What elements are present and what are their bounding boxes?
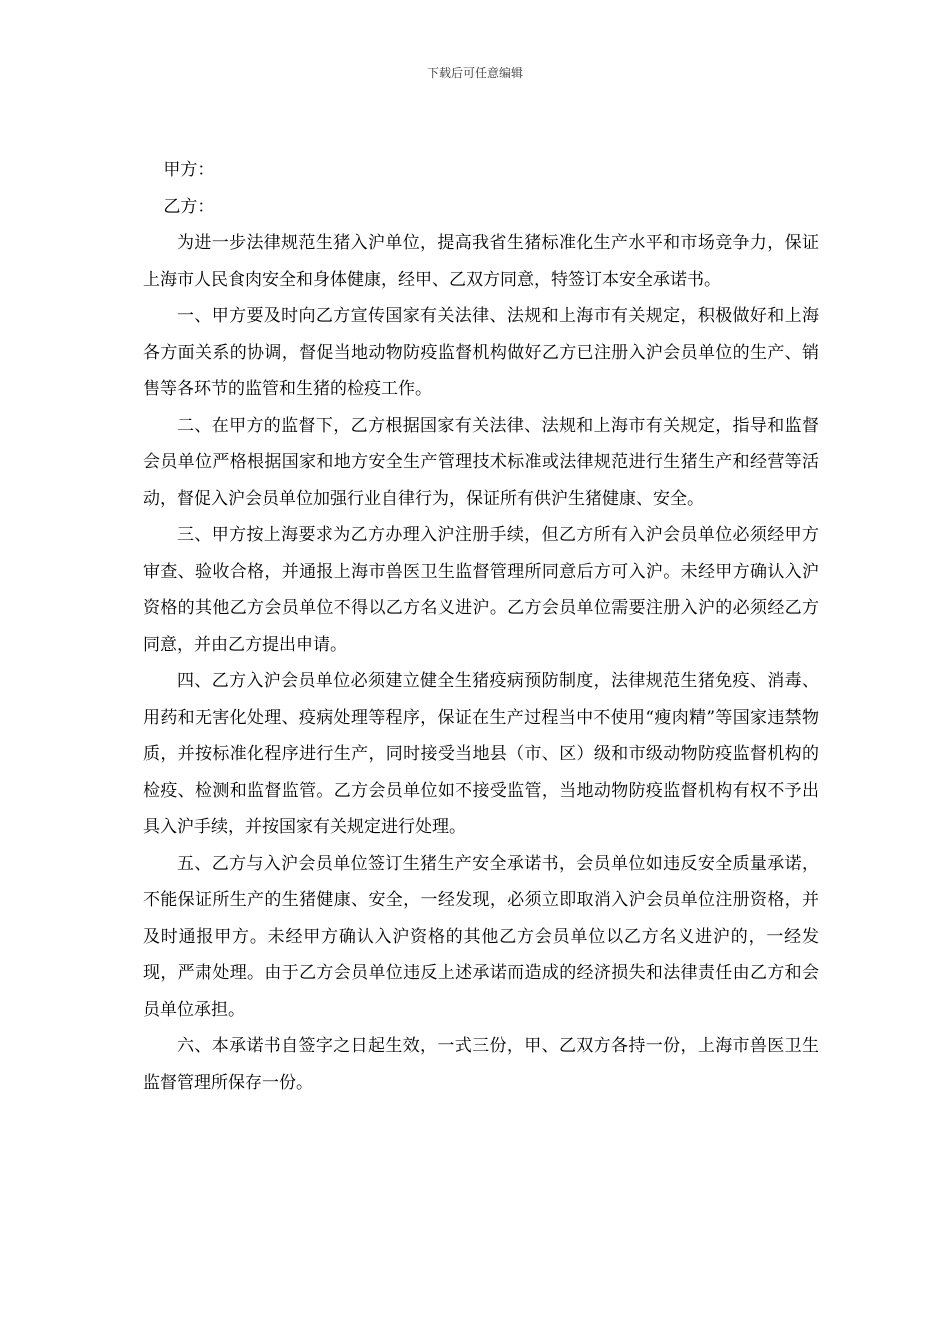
intro-paragraph: 为进一步法律规范生猪入沪单位，提高我省生猪标准化生产水平和市场竞争力，保证上海市人民食肉安全和身体健康，经甲、乙双方同意，特签订本安全承诺书。	[143, 233, 819, 290]
clause-4-paragraph: 四、乙方入沪会员单位必须建立健全生猪疫病预防制度，法律规范生猪免疫、消毒、用药和无害化处理、疫病处理等程序，保证在生产过程当中不使用“瘦肉精”等国家违禁物质，并按标准化程序进行生产，同时接受当地县（市、区）级和市级动物防疫监督机构的检疫、检测和监督监管。乙方会员单位如不接受监管，当地动物防疫监督机构有权不予出具入沪手续，并按国家有关规定进行处理。	[143, 671, 819, 837]
clause-3-paragraph: 三、甲方按上海要求为乙方办理入沪注册手续，但乙方所有入沪会员单位必须经甲方审查、验收合格，并通报上海市兽医卫生监督管理所同意后方可入沪。未经甲方确认入沪资格的其他乙方会员单位不得以乙方名义进沪。乙方会员单位需要注册入沪的必须经乙方同意，并由乙方提出申请。	[143, 525, 819, 655]
page-header-note: 下载后可任意编辑	[426, 66, 523, 80]
party-b-label: 乙方：	[163, 196, 215, 217]
party-a-label: 甲方：	[163, 160, 215, 180]
clause-1-paragraph: 一、甲方要及时向乙方宣传国家有关法律、法规和上海市有关规定，积极做好和上海各方面关系的协调，督促当地动物防疫监督机构做好乙方已注册入沪会员单位的生产、销售等各环节的监管和生猪的检疫工作。	[143, 306, 819, 399]
document-body	[143, 152, 819, 1101]
clause-6-paragraph: 六、本承诺书自签字之日起生效，一式三份，甲、乙双方各持一份，上海市兽医卫生监督管理所保存一份。	[143, 1036, 819, 1093]
clause-2-paragraph: 二、在甲方的监督下，乙方根据国家有关法律、法规和上海市有关规定，指导和监督会员单位严格根据国家和地方安全生产管理技术标准或法律规范进行生猪生产和经营等活动，督促入沪会员单位加强行业自律行为，保证所有供沪生猪健康、安全。	[143, 415, 819, 509]
clause-5-paragraph: 五、乙方与入沪会员单位签订生猪生产安全承诺书，会员单位如违反安全质量承诺，不能保证所生产的生猪健康、安全，一经发现，必须立即取消入沪会员单位注册资格，并及时通报甲方。未经甲方确认入沪资格的其他乙方会员单位以乙方名义进沪的，一经发现，严肃处理。由于乙方会员单位违反上述承诺而造成的经济损失和法律责任由乙方和会员单位承担。	[143, 853, 819, 1020]
